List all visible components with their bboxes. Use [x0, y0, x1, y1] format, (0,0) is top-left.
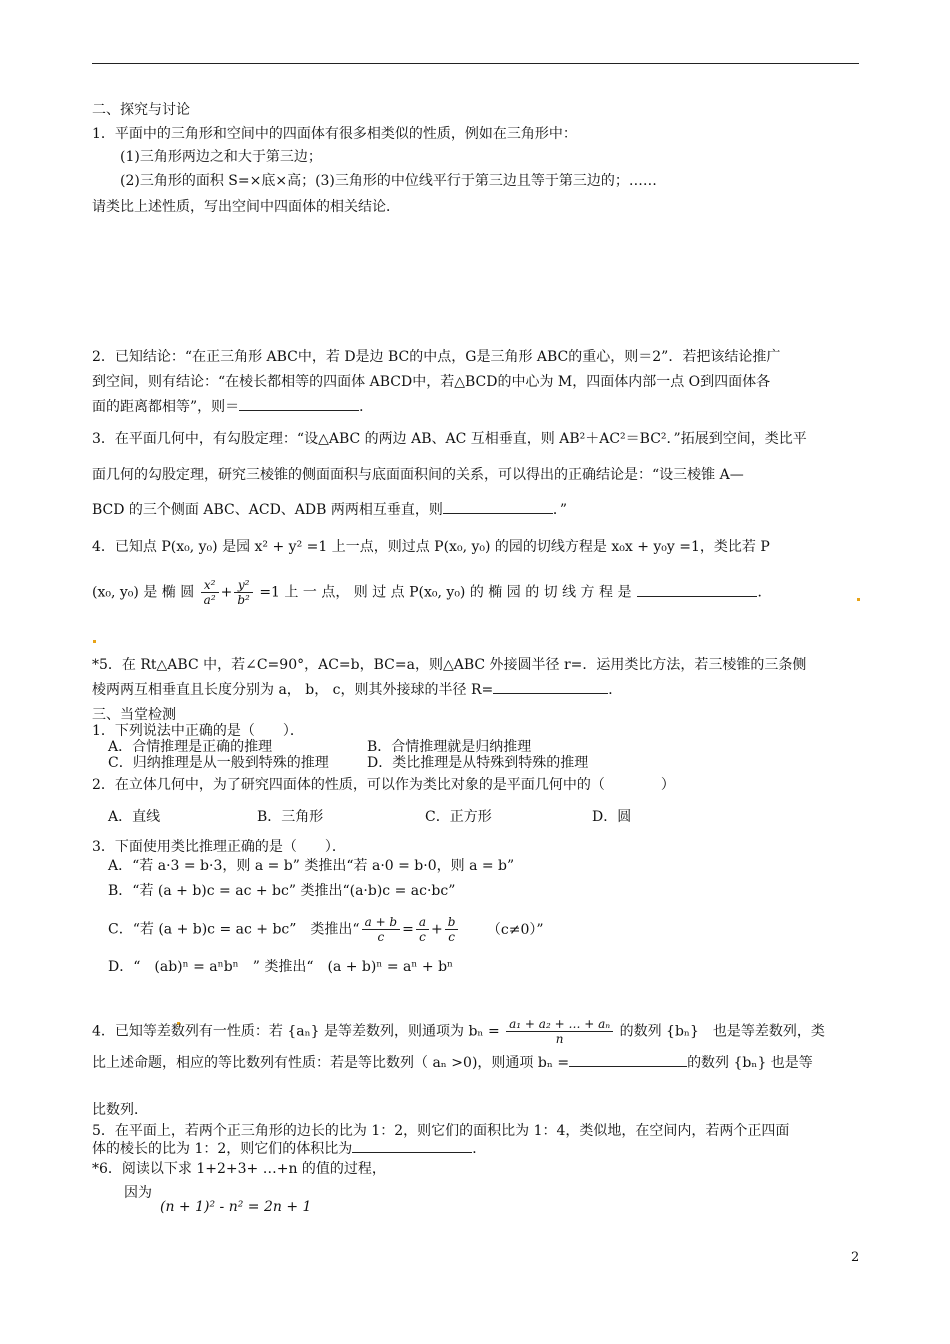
s3q3-option-c: C．“若 (a + b)c = ac + bc” 类推出“ $\frac{a + b}{c}$ = $\frac{a}{c}$ + $\frac{b}{c}$ （c≠0）”	[108, 915, 544, 944]
fraction: $\frac{\text{a₁ + a₂ + … + aₙ}}{n}$	[506, 1017, 613, 1046]
s3q6-formula: (n + 1)² - n² = 2n + 1	[160, 1199, 312, 1215]
q1-line1: 1．平面中的三角形和空间中的四面体有很多相类似的性质，例如在三角形中：	[92, 126, 577, 142]
orange-dot-mark	[857, 598, 860, 601]
q3-line1: 3．在平面几何中，有勾股定理：“设△ABC 的两边 AB、AC 互相垂直，则 AB²＋AC²＝BC²．”拓展到空间，类比平	[92, 431, 807, 447]
s3q5-line1: 5．在平面上，若两个正三角形的边长的比为 1：2，则它们的面积比为 1：4，类似地，在空间内，若两个正四面	[92, 1123, 790, 1139]
orange-dot-mark	[93, 640, 96, 643]
s3q3-stem: 3．下面使用类比推理正确的是（ ）．	[92, 839, 346, 855]
s3q2-stem: 2．在立体几何中，为了研究四面体的性质，可以作为类比对象的是平面几何中的（ ）	[92, 777, 675, 793]
s3q1-option-d: D．类比推理是从特殊到特殊的推理	[367, 755, 589, 771]
section2-heading: 二、探究与讨论	[92, 102, 190, 118]
fraction: $\frac{b}{c}$	[445, 915, 459, 944]
answer-blank[interactable]	[443, 501, 553, 514]
s3q4-line3: 比数列．	[92, 1102, 148, 1118]
answer-blank[interactable]	[239, 398, 359, 411]
s3q2-option-a: A．直线	[108, 809, 161, 825]
header-rule	[92, 63, 859, 64]
s3q4-line2: 比上述命题，相应的等比数列有性质：若是等比数列（ aₙ >0)，则通项 bₙ = 的数列 {bₙ} 也是等	[92, 1055, 813, 1071]
answer-blank[interactable]	[352, 1140, 472, 1153]
fraction: $\frac{\text{x²}}{\text{a²}}$	[201, 578, 219, 607]
s3q4-line1: 4．已知等差数列有一性质：若 {aₙ} 是等差数列，则通项为 bₙ = $\frac{\text{a₁ + a₂ + … + aₙ}}{n}$ 的数列 {bₙ} 也是等差数列，类	[92, 1017, 825, 1046]
fraction: $\frac{a + b}{c}$	[362, 915, 401, 944]
fraction: $\frac{a}{c}$	[416, 915, 429, 944]
answer-blank[interactable]	[493, 681, 608, 694]
q2-line2: 到空间，则有结论：“在棱长都相等的四面体 ABCD中，若△BCD的中心为 M，四面体内部一点 O到四面体各	[92, 374, 771, 390]
q3-line2: 面几何的勾股定理，研究三棱锥的侧面面积与底面面积间的关系，可以得出的正确结论是：“设三棱锥 A—	[92, 467, 744, 483]
page-number: 2	[851, 1250, 860, 1265]
s3q1-stem: 1．下列说法中正确的是（ ）．	[92, 723, 304, 739]
s3q6-line2: 因为	[124, 1185, 152, 1201]
q1-line4: 请类比上述性质，写出空间中四面体的相关结论．	[92, 199, 400, 215]
s3q1-option-c: C．归纳推理是从一般到特殊的推理	[108, 755, 329, 771]
section3-heading: 三、当堂检测	[92, 707, 176, 723]
answer-blank[interactable]	[569, 1054, 687, 1067]
q4-line2: (x₀, y₀) 是 椭 圆 $\frac{\text{x²}}{\text{a²}}$ + $\frac{\text{y²}}{\text{b²}}$ =1 上 一 点， 则 过 点 P(x₀, y₀) 的 椭 园 的 切 线 方 程 是 ．	[92, 578, 772, 607]
q5-line1: *5．在 Rt△ABC 中，若∠C=90°，AC=b，BC=a，则△ABC 外接圆半径 r=．运用类比方法，若三棱锥的三条侧	[92, 657, 807, 673]
s3q3-option-d: D．“ (ab)ⁿ = aⁿbⁿ ” 类推出“ (a + b)ⁿ = aⁿ + bⁿ	[108, 959, 454, 975]
s3q1-option-a: A．合情推理是正确的推理	[108, 739, 273, 755]
s3q6-line1: *6．阅读以下求 1+2+3+ …+n 的值的过程，	[92, 1161, 386, 1177]
s3q1-option-b: B．合情推理就是归纳推理	[367, 739, 532, 755]
answer-blank[interactable]	[637, 584, 757, 597]
fraction: $\frac{\text{y²}}{\text{b²}}$	[234, 578, 253, 607]
q4-line1: 4．已知点 P(x₀, y₀) 是园 x² + y² =1 上一点，则过点 P(x₀, y₀) 的园的切线方程是 x₀x + y₀y =1，类比若 P	[92, 539, 770, 555]
s3q3-option-a: A．“若 a·3 = b·3，则 a = b” 类推出“若 a·0 = b·0，则 a = b”	[108, 858, 515, 874]
s3q2-option-c: C．正方形	[425, 809, 492, 825]
q5-line2: 棱两两互相垂直且长度分别为 a， b， c，则其外接球的半径 R= ．	[92, 682, 623, 698]
s3q2-option-b: B．三角形	[257, 809, 324, 825]
s3q5-line2: 体的棱长的比为 1：2，则它们的体积比为 ．	[92, 1141, 487, 1157]
q3-line3: BCD 的三个侧面 ABC、ACD、ADB 两两相互垂直，则 ．”	[92, 502, 568, 518]
q1-line2: (1)三角形两边之和大于第三边；	[120, 149, 322, 165]
q2-line3: 面的距离都相等”，则＝ ．	[92, 399, 374, 415]
s3q3-option-b: B．“若 (a + b)c = ac + bc” 类推出“(a·b)c = ac·bc”	[108, 883, 456, 899]
s3q2-option-d: D．圆	[592, 809, 632, 825]
q2-line1: 2．已知结论：“在正三角形 ABC中，若 D是边 BC的中点，G是三角形 ABC的重心，则＝2”．若把该结论推广	[92, 349, 781, 365]
q1-line3: (2)三角形的面积 S=×底×高；(3)三角形的中位线平行于第三边且等于第三边的；……	[120, 173, 657, 189]
